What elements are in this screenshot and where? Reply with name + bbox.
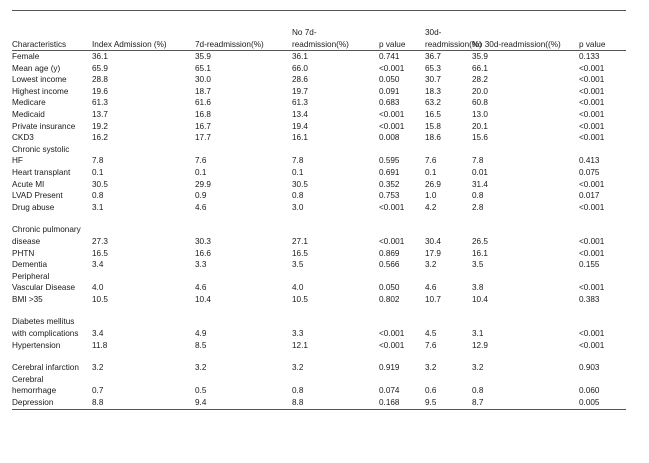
cell-p-value-30d: <0.001 <box>579 133 605 143</box>
cell-index-admission: 28.8 <box>92 75 108 85</box>
cell-no-7d-readmission: 13.4 <box>292 109 308 119</box>
cell-no-7d-readmission: 3.5 <box>292 260 304 270</box>
cell-30d-readmission: 4.2 <box>425 202 437 212</box>
cell-30d-readmission: 18.6 <box>425 133 441 143</box>
table-row <box>12 167 626 179</box>
cell-no-30d-readmission: 16.1 <box>472 248 488 258</box>
table-row <box>12 109 626 121</box>
cell-no-30d-readmission: 28.2 <box>472 75 488 85</box>
cell-index-admission: 3.1 <box>92 202 104 212</box>
cell-no-30d-readmission: 0.01 <box>472 167 488 177</box>
table-row <box>12 202 626 214</box>
cell-p-value-7d: 0.753 <box>379 191 400 201</box>
cell-p-value-7d: 0.595 <box>379 156 400 166</box>
cell-no-30d-readmission: 26.5 <box>472 236 488 246</box>
cell-p-value-7d: <0.001 <box>379 63 405 73</box>
cell-index-admission: 4.0 <box>92 283 104 293</box>
cell-7d-readmission: 3.3 <box>195 260 207 270</box>
cell-30d-readmission: 63.2 <box>425 98 441 108</box>
cell-p-value-7d: 0.869 <box>379 248 400 258</box>
cell-p-value-30d: 0.005 <box>579 398 600 408</box>
table-row <box>12 144 626 156</box>
row-label: Mean age (y) <box>12 63 61 73</box>
table-body <box>12 51 626 409</box>
cell-index-admission: 3.4 <box>92 329 104 339</box>
cell-no-30d-readmission: 2.8 <box>472 202 484 212</box>
cell-p-value-30d: <0.001 <box>579 109 605 119</box>
cell-no-30d-readmission: 60.8 <box>472 98 488 108</box>
cell-30d-readmission: 0.6 <box>425 386 437 396</box>
table-row <box>12 397 626 409</box>
row-label: Cerebral <box>12 374 44 384</box>
table-row <box>12 248 626 260</box>
cell-p-value-30d: 0.060 <box>579 386 600 396</box>
row-label: Drug abuse <box>12 202 55 212</box>
cell-p-value-30d: 0.017 <box>579 191 600 201</box>
table-row <box>12 179 626 191</box>
cell-30d-readmission: 18.3 <box>425 86 441 96</box>
cell-no-30d-readmission: 3.8 <box>472 283 484 293</box>
row-label: Acute MI <box>12 179 45 189</box>
cell-30d-readmission: 4.6 <box>425 283 437 293</box>
row-label: Chronic systolic <box>12 144 70 154</box>
cell-index-admission: 16.2 <box>92 133 108 143</box>
cell-p-value-30d: 0.075 <box>579 167 600 177</box>
cell-no-7d-readmission: 3.0 <box>292 202 304 212</box>
row-label: Chronic pulmonary <box>12 225 81 235</box>
cell-p-value-30d: <0.001 <box>579 86 605 96</box>
row-label: BMI >35 <box>12 294 43 304</box>
table-row <box>12 374 626 386</box>
table-row <box>12 121 626 133</box>
cell-30d-readmission: 7.6 <box>425 340 437 350</box>
row-label: Highest income <box>12 86 69 96</box>
cell-30d-readmission: 9.5 <box>425 398 437 408</box>
cell-index-admission: 19.2 <box>92 121 108 131</box>
cell-p-value-30d: <0.001 <box>579 202 605 212</box>
table-row <box>12 351 626 362</box>
cell-no-30d-readmission: 7.8 <box>472 156 484 166</box>
cell-p-value-30d: 0.903 <box>579 363 600 373</box>
cell-p-value-30d: 0.133 <box>579 52 600 61</box>
table-row <box>12 305 626 316</box>
cell-30d-readmission: 30.7 <box>425 75 441 85</box>
table-row <box>12 190 626 202</box>
row-label: Heart transplant <box>12 167 71 177</box>
cell-30d-readmission: 36.7 <box>425 52 441 61</box>
cell-p-value-30d: <0.001 <box>579 283 605 293</box>
table-row <box>12 132 626 144</box>
row-label: Peripheral <box>12 271 50 281</box>
header-p-value-7d: p value <box>379 39 406 49</box>
row-label: Depression <box>12 398 54 408</box>
cell-no-7d-readmission: 3.2 <box>292 363 304 373</box>
row-label: disease <box>12 236 41 246</box>
cell-30d-readmission: 15.8 <box>425 121 441 131</box>
cell-no-30d-readmission: 12.9 <box>472 340 488 350</box>
cell-no-30d-readmission: 3.2 <box>472 363 484 373</box>
cell-30d-readmission: 4.5 <box>425 329 437 339</box>
cell-no-30d-readmission: 15.6 <box>472 133 488 143</box>
cell-p-value-30d: <0.001 <box>579 75 605 85</box>
cell-no-7d-readmission: 28.6 <box>292 75 308 85</box>
cell-no-7d-readmission: 12.1 <box>292 340 308 350</box>
cell-index-admission: 30.5 <box>92 179 108 189</box>
cell-p-value-7d: 0.683 <box>379 98 400 108</box>
cell-p-value-7d: 0.802 <box>379 294 400 304</box>
cell-7d-readmission: 10.4 <box>195 294 211 304</box>
cell-30d-readmission: 16.5 <box>425 109 441 119</box>
cell-p-value-7d: 0.008 <box>379 133 400 143</box>
cell-no-7d-readmission: 7.8 <box>292 156 304 166</box>
cell-p-value-30d: <0.001 <box>579 121 605 131</box>
cell-no-7d-readmission: 16.1 <box>292 133 308 143</box>
cell-no-30d-readmission: 8.7 <box>472 398 484 408</box>
cell-no-30d-readmission: 66.1 <box>472 63 488 73</box>
cell-index-admission: 19.6 <box>92 86 108 96</box>
row-label: Hypertension <box>12 340 61 350</box>
table-row <box>12 282 626 294</box>
cell-no-7d-readmission: 0.8 <box>292 191 304 201</box>
header-p-value-30d: p value <box>579 39 606 49</box>
cell-p-value-30d: <0.001 <box>579 98 605 108</box>
cell-no-7d-readmission: 4.0 <box>292 283 304 293</box>
cell-7d-readmission: 30.3 <box>195 236 211 246</box>
header-30d-readmission: 30d-readmission(%) <box>425 28 482 49</box>
header-7d-readmission: 7d-readmission(%) <box>195 39 264 49</box>
cell-7d-readmission: 29.9 <box>195 179 211 189</box>
row-label: Cerebral infarction <box>12 363 79 373</box>
cell-no-7d-readmission: 0.1 <box>292 167 304 177</box>
cell-no-7d-readmission: 30.5 <box>292 179 308 189</box>
table-row <box>12 63 626 75</box>
row-label: CKD3 <box>12 133 34 143</box>
cell-index-admission: 7.8 <box>92 156 104 166</box>
cell-p-value-30d: 0.413 <box>579 156 600 166</box>
cell-p-value-30d: 0.383 <box>579 294 600 304</box>
cell-7d-readmission: 18.7 <box>195 86 211 96</box>
table-row <box>12 340 626 352</box>
cell-index-admission: 36.1 <box>92 52 108 61</box>
cell-no-7d-readmission: 0.8 <box>292 386 304 396</box>
row-label: HF <box>12 156 23 166</box>
cell-p-value-7d: <0.001 <box>379 329 405 339</box>
cell-30d-readmission: 30.4 <box>425 236 441 246</box>
cell-7d-readmission: 30.0 <box>195 75 211 85</box>
cell-index-admission: 3.4 <box>92 260 104 270</box>
cell-p-value-7d: 0.919 <box>379 363 400 373</box>
cell-no-7d-readmission: 19.7 <box>292 86 308 96</box>
table-row <box>12 74 626 86</box>
cell-index-admission: 8.8 <box>92 398 104 408</box>
cell-7d-readmission: 4.6 <box>195 283 207 293</box>
cell-7d-readmission: 16.7 <box>195 121 211 131</box>
cell-no-7d-readmission: 36.1 <box>292 52 308 61</box>
cell-no-7d-readmission: 16.5 <box>292 248 308 258</box>
cell-7d-readmission: 16.6 <box>195 248 211 258</box>
cell-p-value-7d: 0.352 <box>379 179 400 189</box>
table-row <box>12 362 626 374</box>
cell-30d-readmission: 3.2 <box>425 260 437 270</box>
cell-index-admission: 27.3 <box>92 236 108 246</box>
row-label: hemorrhage <box>12 386 57 396</box>
header-no-7d-readmission: No 7d-readmission(%) <box>292 28 349 49</box>
cell-no-30d-readmission: 0.8 <box>472 191 484 201</box>
cell-30d-readmission: 1.0 <box>425 191 437 201</box>
cell-7d-readmission: 7.6 <box>195 156 207 166</box>
cell-p-value-7d: <0.001 <box>379 236 405 246</box>
cell-7d-readmission: 16.8 <box>195 109 211 119</box>
cell-7d-readmission: 8.5 <box>195 340 207 350</box>
row-label: Diabetes mellitus <box>12 317 75 327</box>
table-row <box>12 86 626 98</box>
table-row <box>12 155 626 167</box>
cell-7d-readmission: 4.9 <box>195 329 207 339</box>
cell-no-7d-readmission: 66.0 <box>292 63 308 73</box>
table-row <box>12 224 626 236</box>
cell-p-value-7d: <0.001 <box>379 121 405 131</box>
cell-7d-readmission: 3.2 <box>195 363 207 373</box>
cell-30d-readmission: 7.6 <box>425 156 437 166</box>
cell-7d-readmission: 35.9 <box>195 52 211 61</box>
cell-index-admission: 0.8 <box>92 191 104 201</box>
cell-30d-readmission: 10.7 <box>425 294 441 304</box>
cell-index-admission: 11.8 <box>92 340 108 350</box>
cell-p-value-30d: <0.001 <box>579 340 605 350</box>
cell-no-30d-readmission: 10.4 <box>472 294 488 304</box>
cell-7d-readmission: 65.1 <box>195 63 211 73</box>
cell-no-7d-readmission: 10.5 <box>292 294 308 304</box>
row-label: Medicare <box>12 98 46 108</box>
table-header <box>12 11 626 51</box>
cell-7d-readmission: 61.6 <box>195 98 211 108</box>
cell-no-7d-readmission: 3.3 <box>292 329 304 339</box>
cell-p-value-30d: <0.001 <box>579 236 605 246</box>
cell-no-7d-readmission: 27.1 <box>292 236 308 246</box>
cell-no-30d-readmission: 35.9 <box>472 52 488 61</box>
row-label: Vascular Disease <box>12 283 76 293</box>
table-row <box>12 271 626 283</box>
row-label: Medicaid <box>12 109 45 119</box>
row-label: Female <box>12 52 40 61</box>
row-label: Dementia <box>12 260 48 270</box>
cell-index-admission: 13.7 <box>92 109 108 119</box>
table-row <box>12 213 626 224</box>
cell-p-value-7d: 0.074 <box>379 386 400 396</box>
cell-p-value-7d: 0.168 <box>379 398 400 408</box>
cell-no-7d-readmission: 19.4 <box>292 121 308 131</box>
cell-no-30d-readmission: 3.5 <box>472 260 484 270</box>
cell-p-value-30d: <0.001 <box>579 179 605 189</box>
cell-30d-readmission: 0.1 <box>425 167 437 177</box>
table-row <box>12 259 626 271</box>
cell-7d-readmission: 0.9 <box>195 191 207 201</box>
table-row <box>12 316 626 328</box>
cell-index-admission: 10.5 <box>92 294 108 304</box>
cell-index-admission: 0.1 <box>92 167 104 177</box>
cell-7d-readmission: 4.6 <box>195 202 207 212</box>
cell-p-value-7d: 0.050 <box>379 75 400 85</box>
cell-p-value-30d: <0.001 <box>579 248 605 258</box>
cell-p-value-7d: <0.001 <box>379 202 405 212</box>
table-row <box>12 51 626 63</box>
cell-no-30d-readmission: 13.0 <box>472 109 488 119</box>
cell-30d-readmission: 26.9 <box>425 179 441 189</box>
cell-no-7d-readmission: 61.3 <box>292 98 308 108</box>
table-row <box>12 236 626 248</box>
cell-no-30d-readmission: 31.4 <box>472 179 488 189</box>
cell-p-value-7d: <0.001 <box>379 340 405 350</box>
cell-no-30d-readmission: 20.0 <box>472 86 488 96</box>
cell-index-admission: 0.7 <box>92 386 104 396</box>
cell-p-value-30d: 0.155 <box>579 260 600 270</box>
cell-no-30d-readmission: 3.1 <box>472 329 484 339</box>
header-index-admission: Index Admission (%) <box>92 39 167 49</box>
row-label: Private insurance <box>12 121 76 131</box>
cell-p-value-7d: 0.566 <box>379 260 400 270</box>
cell-p-value-7d: 0.050 <box>379 283 400 293</box>
cell-no-30d-readmission: 0.8 <box>472 386 484 396</box>
cell-p-value-30d: <0.001 <box>579 329 605 339</box>
table-row <box>12 97 626 109</box>
cell-p-value-7d: 0.091 <box>379 86 400 96</box>
cell-p-value-7d: 0.741 <box>379 52 400 61</box>
cell-index-admission: 16.5 <box>92 248 108 258</box>
cell-p-value-7d: <0.001 <box>379 109 405 119</box>
cell-index-admission: 65.9 <box>92 63 108 73</box>
table-row <box>12 294 626 306</box>
cell-7d-readmission: 0.1 <box>195 167 207 177</box>
cell-7d-readmission: 17.7 <box>195 133 211 143</box>
cell-p-value-30d: <0.001 <box>579 63 605 73</box>
cell-index-admission: 61.3 <box>92 98 108 108</box>
cell-p-value-7d: 0.691 <box>379 167 400 177</box>
table-row <box>12 328 626 340</box>
cell-index-admission: 3.2 <box>92 363 104 373</box>
cell-30d-readmission: 3.2 <box>425 363 437 373</box>
cell-7d-readmission: 0.5 <box>195 386 207 396</box>
cell-no-30d-readmission: 20.1 <box>472 121 488 131</box>
row-label: LVAD Present <box>12 191 63 201</box>
row-label: PHTN <box>12 248 35 258</box>
row-label: with complications <box>12 329 79 339</box>
header-no-30d-readmission: No 30d-readmission((%) <box>472 39 561 49</box>
row-label: Lowest income <box>12 75 67 85</box>
header-characteristics: Characteristics <box>12 39 67 49</box>
results-table <box>12 10 626 410</box>
table-row <box>12 385 626 397</box>
cell-no-7d-readmission: 8.8 <box>292 398 304 408</box>
cell-30d-readmission: 17.9 <box>425 248 441 258</box>
cell-7d-readmission: 9.4 <box>195 398 207 408</box>
cell-30d-readmission: 65.3 <box>425 63 441 73</box>
